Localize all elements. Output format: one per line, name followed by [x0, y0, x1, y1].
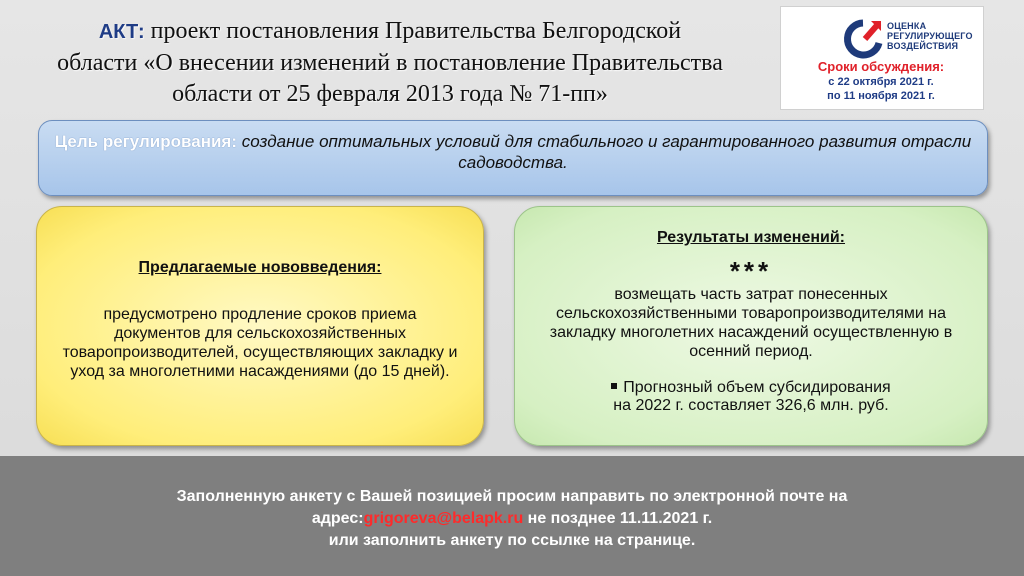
discussion-dates	[781, 75, 981, 103]
footer-line-3: или заполнить анкету по ссылке на странице.	[328, 532, 696, 549]
discussion-period-label: Сроки обсуждения:	[817, 59, 945, 74]
results-text: возмещать часть затрат понесенных сельскохозяйственными товаропроизводителями на закладку многолетних насаждений осуществленную в осенний период.	[549, 286, 953, 360]
slide-title	[20, 16, 760, 110]
forecast-line-2: на 2022 г. составляет 326,6 млн. руб.	[613, 397, 889, 414]
stars-divider: ***	[729, 256, 773, 286]
proposed-changes-text: предусмотрено продление сроков приема документов для сельскохозяйственных товаропроизводителей, осуществляющих закладку и уход за многолетними насаждениями (до 15 дней).	[62, 306, 458, 380]
square-bullet-icon	[611, 383, 617, 389]
forecast-line-1: Прогнозный объем субсидирования	[623, 379, 891, 396]
discussion-date-from: с 22 октября 2021 г.	[828, 76, 934, 88]
goal-text: создание оптимальных условий для стабильного и гарантированного развития отрасли садоводства.	[241, 132, 972, 172]
logo-line-3: ВОЗДЕЙСТВИЯ	[887, 41, 959, 51]
title-line-1: проект постановления Правительства Белгородской	[150, 18, 682, 44]
footer-banner	[0, 456, 1024, 576]
email-link[interactable]: grigoreva@belapk.ru	[363, 510, 524, 527]
proposed-changes-card	[36, 206, 484, 446]
results-card	[514, 206, 988, 446]
footer-line-1: Заполненную анкету с Вашей позицией просим направить по электронной почте на	[176, 488, 848, 505]
goal-label: Цель регулирования	[54, 132, 232, 151]
goal-separator: :	[231, 132, 238, 151]
act-label: АКТ:	[98, 21, 145, 43]
footer-address-prefix: адрес:	[311, 510, 364, 527]
subsidy-forecast	[541, 379, 961, 415]
proposed-changes-heading: Предлагаемые нововведения:	[138, 259, 382, 276]
logo	[843, 15, 981, 65]
logo-line-2: РЕГУЛИРУЮЩЕГО	[887, 31, 973, 41]
title-line-2: области «О внесении изменений в постановление Правительства	[57, 50, 723, 76]
logo-line-1: ОЦЕНКА	[887, 21, 927, 31]
regulation-goal-box	[38, 120, 988, 196]
discussion-date-to: по 11 ноября 2021 г.	[827, 90, 935, 102]
orv-logo-icon	[843, 17, 883, 61]
footer-deadline: не позднее 11.11.2021 г.	[523, 510, 713, 527]
logo-text	[887, 21, 987, 51]
title-line-3: области от 25 февраля 2013 года № 71-пп»	[172, 81, 608, 107]
regulatory-assessment-logo-box	[780, 6, 984, 110]
footer-line-2	[0, 508, 1024, 530]
results-heading: Результаты изменений:	[656, 229, 846, 246]
